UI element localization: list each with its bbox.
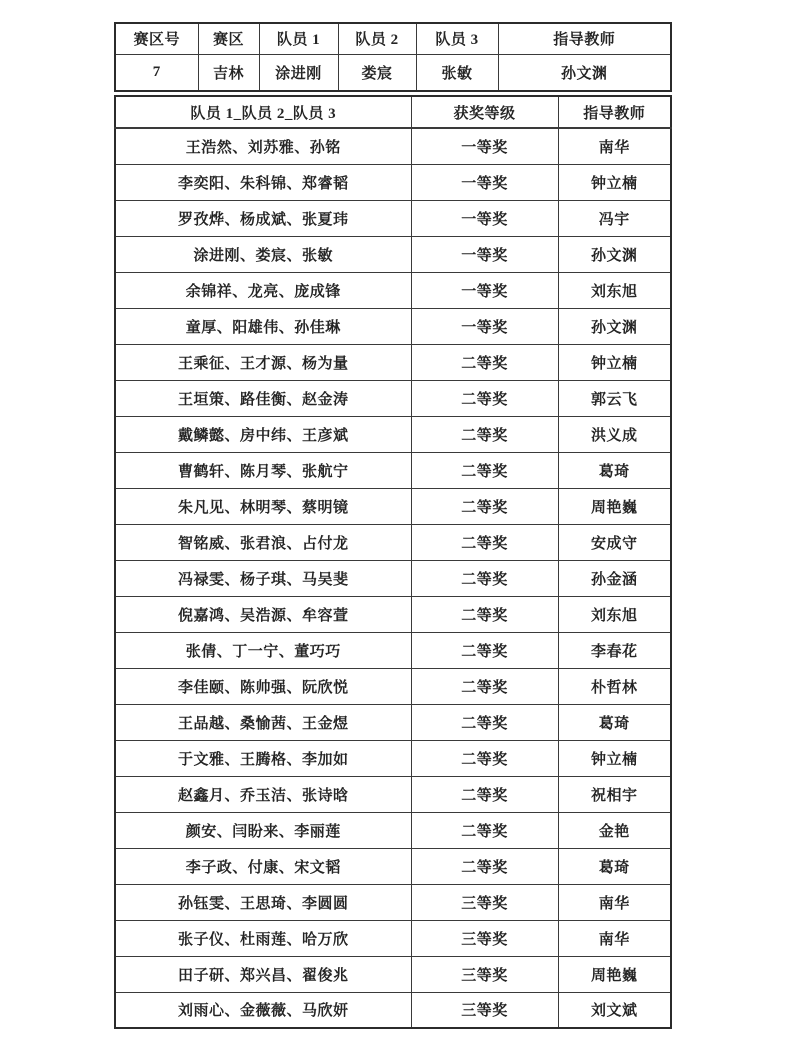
advisor-cell: 孙文渊 — [498, 54, 671, 91]
team-members-cell: 刘雨心、金薇薇、马欣妍 — [115, 992, 411, 1028]
team-members-cell: 王垣策、路佳衡、赵金涛 — [115, 380, 411, 416]
awards-advisor-cell: 安成守 — [558, 524, 671, 560]
header-advisor: 指导教师 — [498, 23, 671, 54]
awards-table-row — [115, 380, 671, 416]
header-member-1: 队员 1 — [259, 23, 338, 54]
awards-advisor-cell: 刘文斌 — [558, 992, 671, 1028]
awards-advisor-cell: 李春花 — [558, 632, 671, 668]
awards-advisor-cell: 刘东旭 — [558, 272, 671, 308]
awards-table-row — [115, 884, 671, 920]
award-level-cell: 二等奖 — [411, 812, 558, 848]
team-members-cell: 冯禄雯、杨子琪、马吴斐 — [115, 560, 411, 596]
awards-table-header-row — [115, 96, 671, 128]
award-level-cell: 二等奖 — [411, 452, 558, 488]
awards-table-row — [115, 488, 671, 524]
team-members-cell: 田子研、郑兴昌、翟俊兆 — [115, 956, 411, 992]
awards-advisor-cell: 葛琦 — [558, 704, 671, 740]
team-members-cell: 孙钰雯、王思琦、李圆圆 — [115, 884, 411, 920]
awards-table-row — [115, 272, 671, 308]
award-level-cell: 三等奖 — [411, 992, 558, 1028]
awards-advisor-cell: 周艳巍 — [558, 956, 671, 992]
team-members-cell: 余锦祥、龙亮、庞成锋 — [115, 272, 411, 308]
award-level-cell: 一等奖 — [411, 236, 558, 272]
award-level-cell: 二等奖 — [411, 344, 558, 380]
team-members-cell: 于文雅、王腾格、李加如 — [115, 740, 411, 776]
header-team-members: 队员 1_队员 2_队员 3 — [115, 96, 411, 128]
header-award-level: 获奖等级 — [411, 96, 558, 128]
awards-advisor-cell: 南华 — [558, 884, 671, 920]
award-level-cell: 一等奖 — [411, 128, 558, 164]
header-awards-advisor: 指导教师 — [558, 96, 671, 128]
team-members-cell: 智铭威、张君浪、占付龙 — [115, 524, 411, 560]
award-level-cell: 二等奖 — [411, 668, 558, 704]
awards-table — [114, 95, 672, 1029]
awards-advisor-cell: 金艳 — [558, 812, 671, 848]
team-members-cell: 童厚、阳雄伟、孙佳琳 — [115, 308, 411, 344]
award-level-cell: 二等奖 — [411, 740, 558, 776]
zone-number-cell: 7 — [115, 54, 198, 91]
award-level-cell: 三等奖 — [411, 884, 558, 920]
awards-table-row — [115, 632, 671, 668]
award-level-cell: 三等奖 — [411, 920, 558, 956]
team-members-cell: 朱凡见、林明琴、蔡明镜 — [115, 488, 411, 524]
header-zone: 赛区 — [198, 23, 259, 54]
award-level-cell: 二等奖 — [411, 704, 558, 740]
award-level-cell: 二等奖 — [411, 632, 558, 668]
award-level-cell: 一等奖 — [411, 272, 558, 308]
awards-table-row — [115, 560, 671, 596]
awards-advisor-cell: 刘东旭 — [558, 596, 671, 632]
member-1-cell: 涂进刚 — [259, 54, 338, 91]
awards-table-row — [115, 236, 671, 272]
awards-table-row — [115, 848, 671, 884]
awards-advisor-cell: 周艳巍 — [558, 488, 671, 524]
team-members-cell: 李佳颐、陈帅强、阮欣悦 — [115, 668, 411, 704]
team-table-header-row — [115, 23, 671, 54]
awards-advisor-cell: 郭云飞 — [558, 380, 671, 416]
awards-advisor-cell: 葛琦 — [558, 848, 671, 884]
award-level-cell: 二等奖 — [411, 560, 558, 596]
team-members-cell: 张倩、丁一宁、董巧巧 — [115, 632, 411, 668]
team-table-data-row — [115, 54, 671, 91]
awards-table-body — [115, 128, 671, 1028]
team-members-cell: 王品越、桑愉茜、王金煜 — [115, 704, 411, 740]
award-level-cell: 二等奖 — [411, 848, 558, 884]
award-level-cell: 一等奖 — [411, 200, 558, 236]
header-member-3: 队员 3 — [416, 23, 498, 54]
award-level-cell: 二等奖 — [411, 776, 558, 812]
awards-table-row — [115, 668, 671, 704]
awards-table-row — [115, 308, 671, 344]
team-members-cell: 颜安、闫盼来、李丽莲 — [115, 812, 411, 848]
awards-table-row — [115, 524, 671, 560]
awards-advisor-cell: 南华 — [558, 128, 671, 164]
header-zone-number: 赛区号 — [115, 23, 198, 54]
awards-table-row — [115, 164, 671, 200]
team-members-cell: 李子政、付康、宋文韬 — [115, 848, 411, 884]
awards-advisor-cell: 洪义成 — [558, 416, 671, 452]
member-3-cell: 张敏 — [416, 54, 498, 91]
award-level-cell: 一等奖 — [411, 308, 558, 344]
team-members-cell: 戴鳞懿、房中纬、王彦斌 — [115, 416, 411, 452]
award-level-cell: 二等奖 — [411, 380, 558, 416]
awards-table-row — [115, 740, 671, 776]
member-2-cell: 娄宸 — [338, 54, 416, 91]
awards-table-row — [115, 920, 671, 956]
team-members-cell: 曹鹤轩、陈月琴、张航宁 — [115, 452, 411, 488]
awards-table-row — [115, 200, 671, 236]
awards-advisor-cell: 孙文渊 — [558, 236, 671, 272]
awards-table-row — [115, 704, 671, 740]
header-member-2: 队员 2 — [338, 23, 416, 54]
awards-table-row — [115, 956, 671, 992]
team-members-cell: 罗孜烨、杨成斌、张夏玮 — [115, 200, 411, 236]
awards-advisor-cell: 葛琦 — [558, 452, 671, 488]
awards-table-row — [115, 416, 671, 452]
team-members-cell: 王浩然、刘苏雅、孙铭 — [115, 128, 411, 164]
awards-advisor-cell: 孙文渊 — [558, 308, 671, 344]
awards-advisor-cell: 南华 — [558, 920, 671, 956]
award-level-cell: 二等奖 — [411, 488, 558, 524]
awards-table-row — [115, 128, 671, 164]
team-members-cell: 王乘征、王才源、杨为量 — [115, 344, 411, 380]
awards-table-row — [115, 596, 671, 632]
award-level-cell: 二等奖 — [411, 524, 558, 560]
zone-cell: 吉林 — [198, 54, 259, 91]
awards-advisor-cell: 祝相宇 — [558, 776, 671, 812]
award-level-cell: 二等奖 — [411, 416, 558, 452]
awards-advisor-cell: 钟立楠 — [558, 740, 671, 776]
team-members-cell: 李奕阳、朱科锦、郑睿韬 — [115, 164, 411, 200]
team-members-cell: 倪嘉鸿、吴浩源、牟容萱 — [115, 596, 411, 632]
awards-advisor-cell: 钟立楠 — [558, 344, 671, 380]
awards-advisor-cell: 钟立楠 — [558, 164, 671, 200]
award-level-cell: 一等奖 — [411, 164, 558, 200]
team-members-cell: 涂进刚、娄宸、张敏 — [115, 236, 411, 272]
awards-advisor-cell: 孙金涵 — [558, 560, 671, 596]
team-members-cell: 赵鑫月、乔玉洁、张诗晗 — [115, 776, 411, 812]
award-level-cell: 二等奖 — [411, 596, 558, 632]
awards-table-row — [115, 344, 671, 380]
awards-advisor-cell: 朴哲林 — [558, 668, 671, 704]
awards-table-row — [115, 776, 671, 812]
award-level-cell: 三等奖 — [411, 956, 558, 992]
awards-table-row — [115, 812, 671, 848]
team-members-cell: 张子仪、杜雨莲、哈万欣 — [115, 920, 411, 956]
awards-advisor-cell: 冯宇 — [558, 200, 671, 236]
awards-table-row — [115, 452, 671, 488]
team-info-table — [114, 22, 672, 92]
awards-table-row — [115, 992, 671, 1028]
